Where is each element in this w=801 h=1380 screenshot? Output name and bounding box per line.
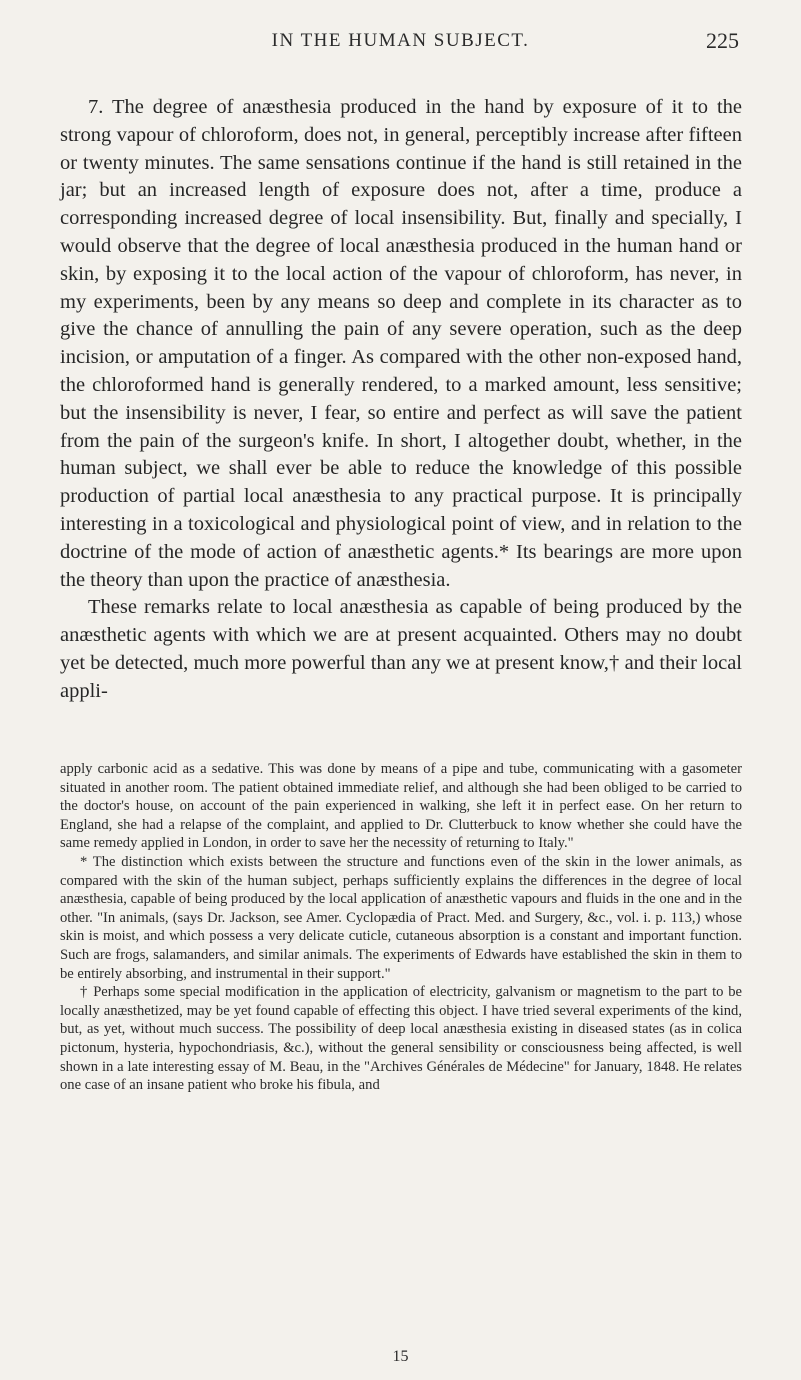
footnotes [60, 760, 742, 1095]
running-head: IN THE HUMAN SUBJECT. [271, 30, 530, 51]
page-number: 225 [706, 28, 739, 53]
page-header [60, 28, 741, 58]
body-paragraph: 7. The degree of anæsthesia produced in the hand by exposure of it to the strong vapour of chloroform, does not, in general, perceptibly increase after fifteen or twenty minutes. The same sensations continue if the hand is still retained in the jar; but an increased length of exposure does not, after a time, produce a corresponding increased degree of local insensibility. But, finally and specially, I would observe that the degree of local anæsthesia produced in the human hand or skin, by exposing it to the local action of the vapour of chloroform, has never, in my experiments, been by any means so deep and complete in its character as to give the chance of annulling the pain of any severe operation, such as the deep incision, or amputation of a finger. As compared with the other non-exposed hand, the chloroformed hand is generally rendered, to a marked amount, less sensitive; but the insensibility is never, I fear, so entire and perfect as will save the patient from the pain of the surgeon's knife. In short, I altogether doubt, whether, in the human subject, we shall ever be able to reduce the knowledge of this possible production of partial local anæsthesia to any practical purpose. It is principally interesting in a toxicological and physiological point of view, and in relation to the doctrine of the mode of action of anæsthetic agents.* Its bearings are more upon the theory than upon the practice of anæsthesia. [60, 96, 742, 591]
body-paragraph: These remarks relate to local anæsthesia as capable of being produced by the anæsthetic agents with which we are at present acquainted. Others may no doubt yet be detected, much more powerful than any we at present know,† and their local appli- [60, 596, 742, 702]
signature-mark: 15 [392, 1348, 409, 1365]
body-text [60, 94, 742, 706]
footnote-dagger: † Perhaps some special modification in the application of electricity, galvanism or magnetism to the part to be locally anæsthetized, may be yet found capable of effecting this object. I have tried several experiments of the kind, but, as yet, without much success. The possibility of deep local anæsthesia existing in diseased states (as in colica pictonum, hysteria, hypochondriasis, &c.), without the general sensibility or consciousness being affected, is well shown in a late interesting essay of M. Beau, in the "Archives Générales de Médecine" for January, 1848. He relates one case of an insane patient who broke his fibula, and [60, 984, 742, 1094]
footnote-continuation: apply carbonic acid as a sedative. This was done by means of a pipe and tube, communicating with a gasometer situated in another room. The patient obtained immediate relief, and although she had been obliged to be carried to the doctor's house, on account of the pain experienced in walking, she left it in perfect ease. On her return to England, she had a relapse of the complaint, and applied to Dr. Clutterbuck to know whether she could have the same remedy applied in London, in order to save her the necessity of returning to Italy." [60, 761, 742, 852]
footnote-asterisk: * The distinction which exists between the structure and functions even of the skin in the lower animals, as compared with the skin of the human subject, perhaps sufficiently explains the differences in the degree of local anæsthesia, capable of being produced by the local application of anæsthetic vapours and fluids in the one and in the other. "In animals, (says Dr. Jackson, see Amer. Cyclopædia of Pract. Med. and Surgery, &c., vol. i. p. 113,) whose skin is moist, and which possess a very delicate cuticle, cutaneous absorption is a constant and important function. Such are frogs, salamanders, and similar animals. The experiments of Edwards have established the skin in them to be entirely absorbing, and instrumental in their support." [60, 853, 742, 982]
